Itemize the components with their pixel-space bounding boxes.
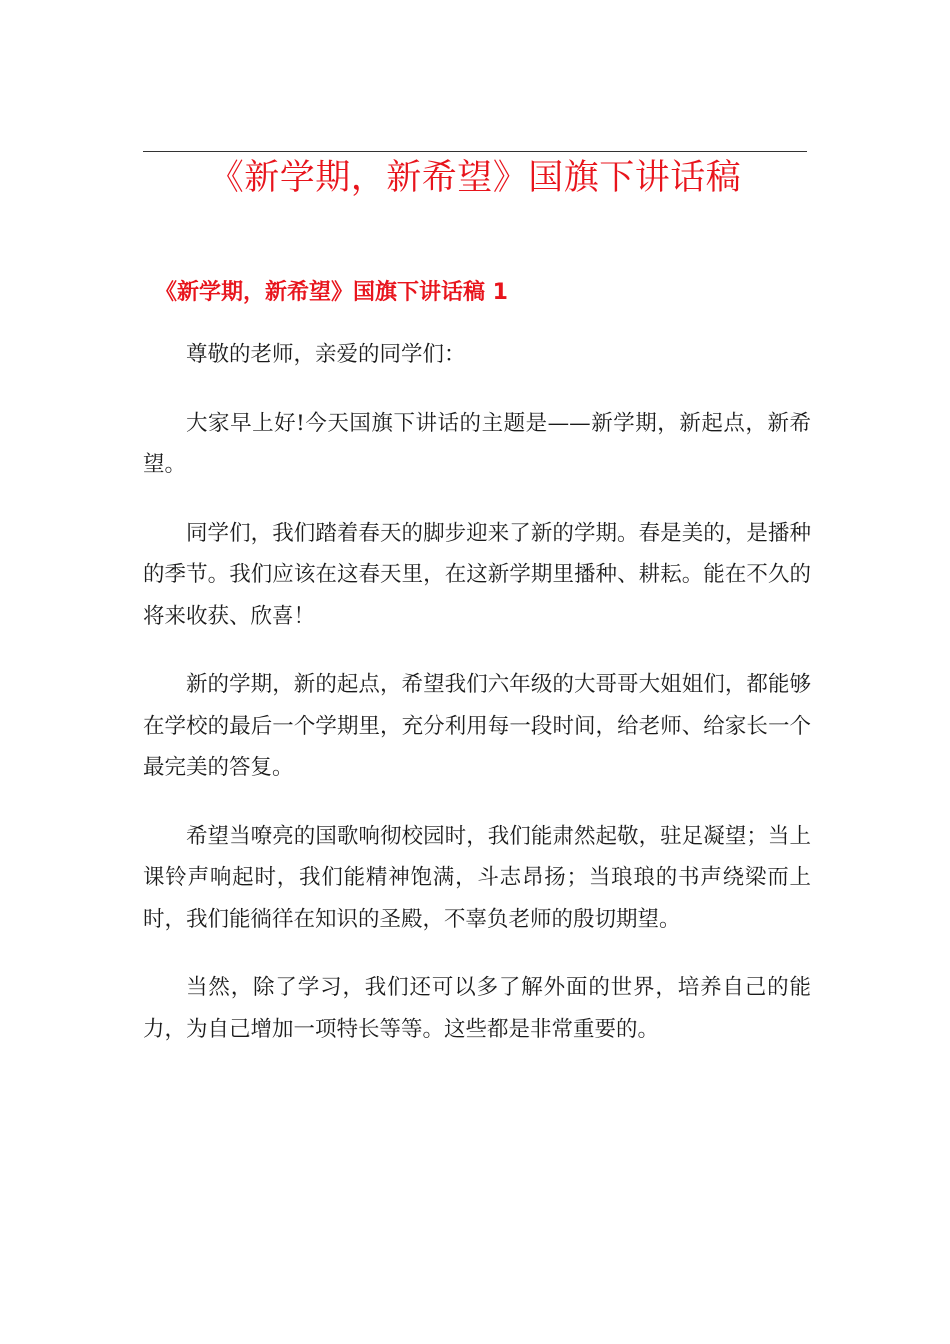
paragraph-sixth-grade: 新的学期，新的起点，希望我们六年级的大哥哥大姐姐们，都能够在学校的最后一个学期里，充分利用每一段时间，给老师、给家长一个最完美的答复。 (143, 672, 811, 780)
document-body (143, 334, 811, 1077)
header-rule (143, 151, 807, 152)
section-heading: 《新学期，新希望》国旗下讲话稿 1 (155, 280, 508, 305)
paragraph-opening: 大家早上好!今天国旗下讲话的主题是——新学期，新起点，新希望。 (143, 410, 811, 477)
paragraph-hopes: 希望当嘹亮的国歌响彻校园时，我们能肃然起敬，驻足凝望；当上课铃声响起时，我们能精神饱满，斗志昂扬；当琅琅的书声绕梁而上时，我们能徜徉在知识的圣殿，不辜负老师的殷切期望。 (143, 823, 811, 932)
paragraph-growth: 当然，除了学习，我们还可以多了解外面的世界，培养自己的能力，为自己增加一项特长等等。这些都是非常重要的。 (143, 975, 811, 1042)
document-title: 《新学期，新希望》国旗下讲话稿 (208, 158, 742, 198)
paragraph-greeting: 尊敬的老师，亲爱的同学们： (186, 342, 466, 367)
paragraph-spring: 同学们，我们踏着春天的脚步迎来了新的学期。春是美的，是播种的季节。我们应该在这春天里，在这新学期里播种、耕耘。能在不久的将来收获、欣喜！ (143, 520, 811, 629)
